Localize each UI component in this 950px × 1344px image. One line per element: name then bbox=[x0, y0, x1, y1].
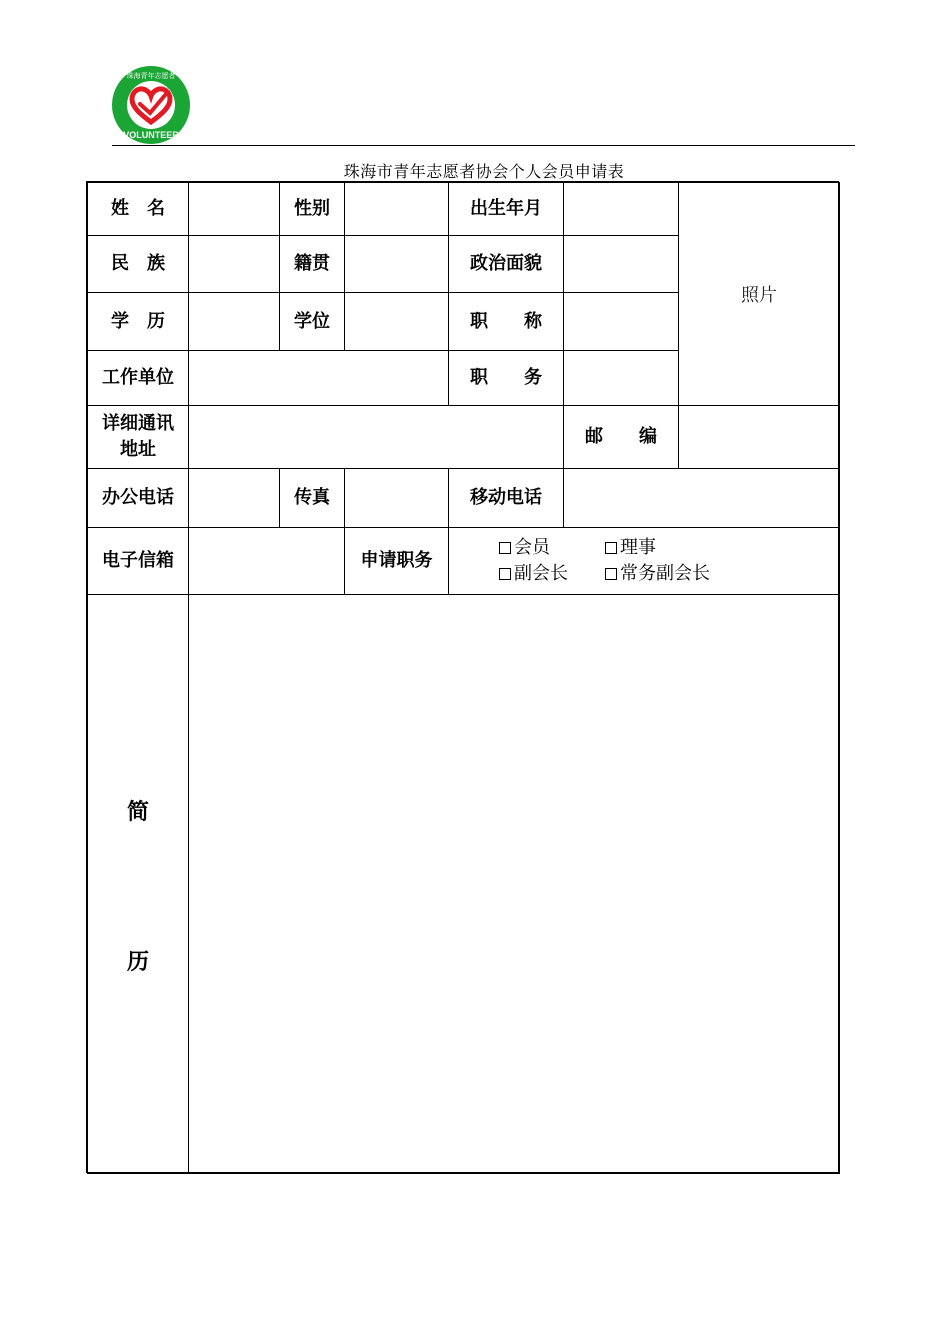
mobile-field[interactable] bbox=[563, 468, 840, 528]
resume-label-char-1: 简 bbox=[126, 800, 149, 825]
email-label-cell bbox=[87, 527, 189, 595]
birth-label-cell bbox=[448, 182, 564, 236]
hometown-field[interactable] bbox=[344, 235, 449, 293]
postcode-label: 邮 编 bbox=[585, 426, 657, 447]
education-label-cell bbox=[87, 292, 189, 351]
employer-label-cell bbox=[87, 350, 189, 406]
gender-field[interactable] bbox=[344, 182, 449, 236]
education-label: 学 历 bbox=[111, 310, 165, 332]
fax-label-cell bbox=[279, 468, 345, 528]
resume-label-char-2: 历 bbox=[126, 950, 149, 975]
checkbox-icon[interactable] bbox=[499, 568, 511, 580]
position-label-cell bbox=[448, 350, 564, 406]
name-field[interactable] bbox=[188, 182, 280, 236]
fax-field[interactable] bbox=[344, 468, 449, 528]
degree-label-cell bbox=[279, 292, 345, 351]
address-label-cell bbox=[87, 405, 189, 469]
resume-field[interactable] bbox=[188, 594, 840, 1174]
gender-label: 性别 bbox=[294, 198, 330, 219]
title-label-cell bbox=[448, 292, 564, 351]
degree-label: 学位 bbox=[294, 310, 330, 332]
employer-field[interactable] bbox=[188, 350, 449, 406]
fax-label: 传真 bbox=[294, 487, 330, 508]
office-phone-label-cell bbox=[87, 468, 189, 528]
application-form bbox=[86, 181, 839, 1173]
apply-role-label-cell bbox=[344, 527, 449, 595]
role-options-cell bbox=[448, 527, 840, 595]
ethnicity-label-cell bbox=[87, 235, 189, 293]
role-option-director[interactable] bbox=[605, 536, 735, 560]
email-label: 电子信箱 bbox=[102, 550, 174, 571]
hometown-label: 籍贯 bbox=[294, 253, 330, 274]
role-options bbox=[499, 536, 735, 586]
employer-label: 工作单位 bbox=[102, 367, 174, 388]
office-phone-field[interactable] bbox=[188, 468, 280, 528]
position-field[interactable] bbox=[563, 350, 679, 406]
role-option-label: 常务副会长 bbox=[620, 563, 710, 584]
name-label: 姓 名 bbox=[111, 198, 165, 219]
checkbox-icon[interactable] bbox=[499, 542, 511, 554]
role-option-label: 副会长 bbox=[514, 563, 568, 584]
politics-label: 政治面貌 bbox=[470, 253, 542, 274]
email-field[interactable] bbox=[188, 527, 345, 595]
mobile-label: 移动电话 bbox=[470, 487, 542, 508]
postcode-label-cell bbox=[563, 405, 679, 469]
role-option-label: 理事 bbox=[620, 537, 656, 558]
name-label-cell bbox=[87, 182, 189, 236]
role-option-vice-president[interactable] bbox=[499, 562, 605, 586]
office-phone-label: 办公电话 bbox=[102, 487, 174, 508]
role-option-executive-vice-president[interactable] bbox=[605, 562, 735, 586]
checkbox-icon[interactable] bbox=[605, 568, 617, 580]
header-rule bbox=[112, 145, 855, 146]
photo-label: 照片 bbox=[741, 285, 777, 306]
photo-cell[interactable] bbox=[678, 182, 840, 406]
hometown-label-cell bbox=[279, 235, 345, 293]
form-title: 珠海市青年志愿者协会个人会员申请表 bbox=[343, 162, 625, 181]
address-field[interactable] bbox=[188, 405, 564, 469]
mobile-label-cell bbox=[448, 468, 564, 528]
title-label: 职 称 bbox=[470, 310, 542, 332]
ethnicity-field[interactable] bbox=[188, 235, 280, 293]
apply-role-label: 申请职务 bbox=[360, 550, 433, 571]
birth-label: 出生年月 bbox=[470, 198, 542, 219]
svg-text:珠海青年志愿者: 珠海青年志愿者 bbox=[126, 72, 176, 80]
position-label: 职 务 bbox=[470, 367, 542, 388]
postcode-field[interactable] bbox=[678, 405, 840, 469]
role-option-label: 会员 bbox=[514, 537, 550, 558]
birth-field[interactable] bbox=[563, 182, 679, 236]
ethnicity-label: 民 族 bbox=[111, 253, 165, 274]
svg-text:VOLUNTEER: VOLUNTEER bbox=[123, 130, 179, 140]
checkbox-icon[interactable] bbox=[605, 542, 617, 554]
role-option-member[interactable] bbox=[499, 536, 605, 560]
degree-field[interactable] bbox=[344, 292, 449, 351]
title-field[interactable] bbox=[563, 292, 679, 351]
politics-field[interactable] bbox=[563, 235, 679, 293]
address-label: 详细通讯地址 bbox=[102, 413, 174, 460]
gender-label-cell bbox=[279, 182, 345, 236]
education-field[interactable] bbox=[188, 292, 280, 351]
politics-label-cell bbox=[448, 235, 564, 293]
resume-label-cell bbox=[87, 594, 189, 1174]
volunteer-logo bbox=[110, 64, 192, 146]
